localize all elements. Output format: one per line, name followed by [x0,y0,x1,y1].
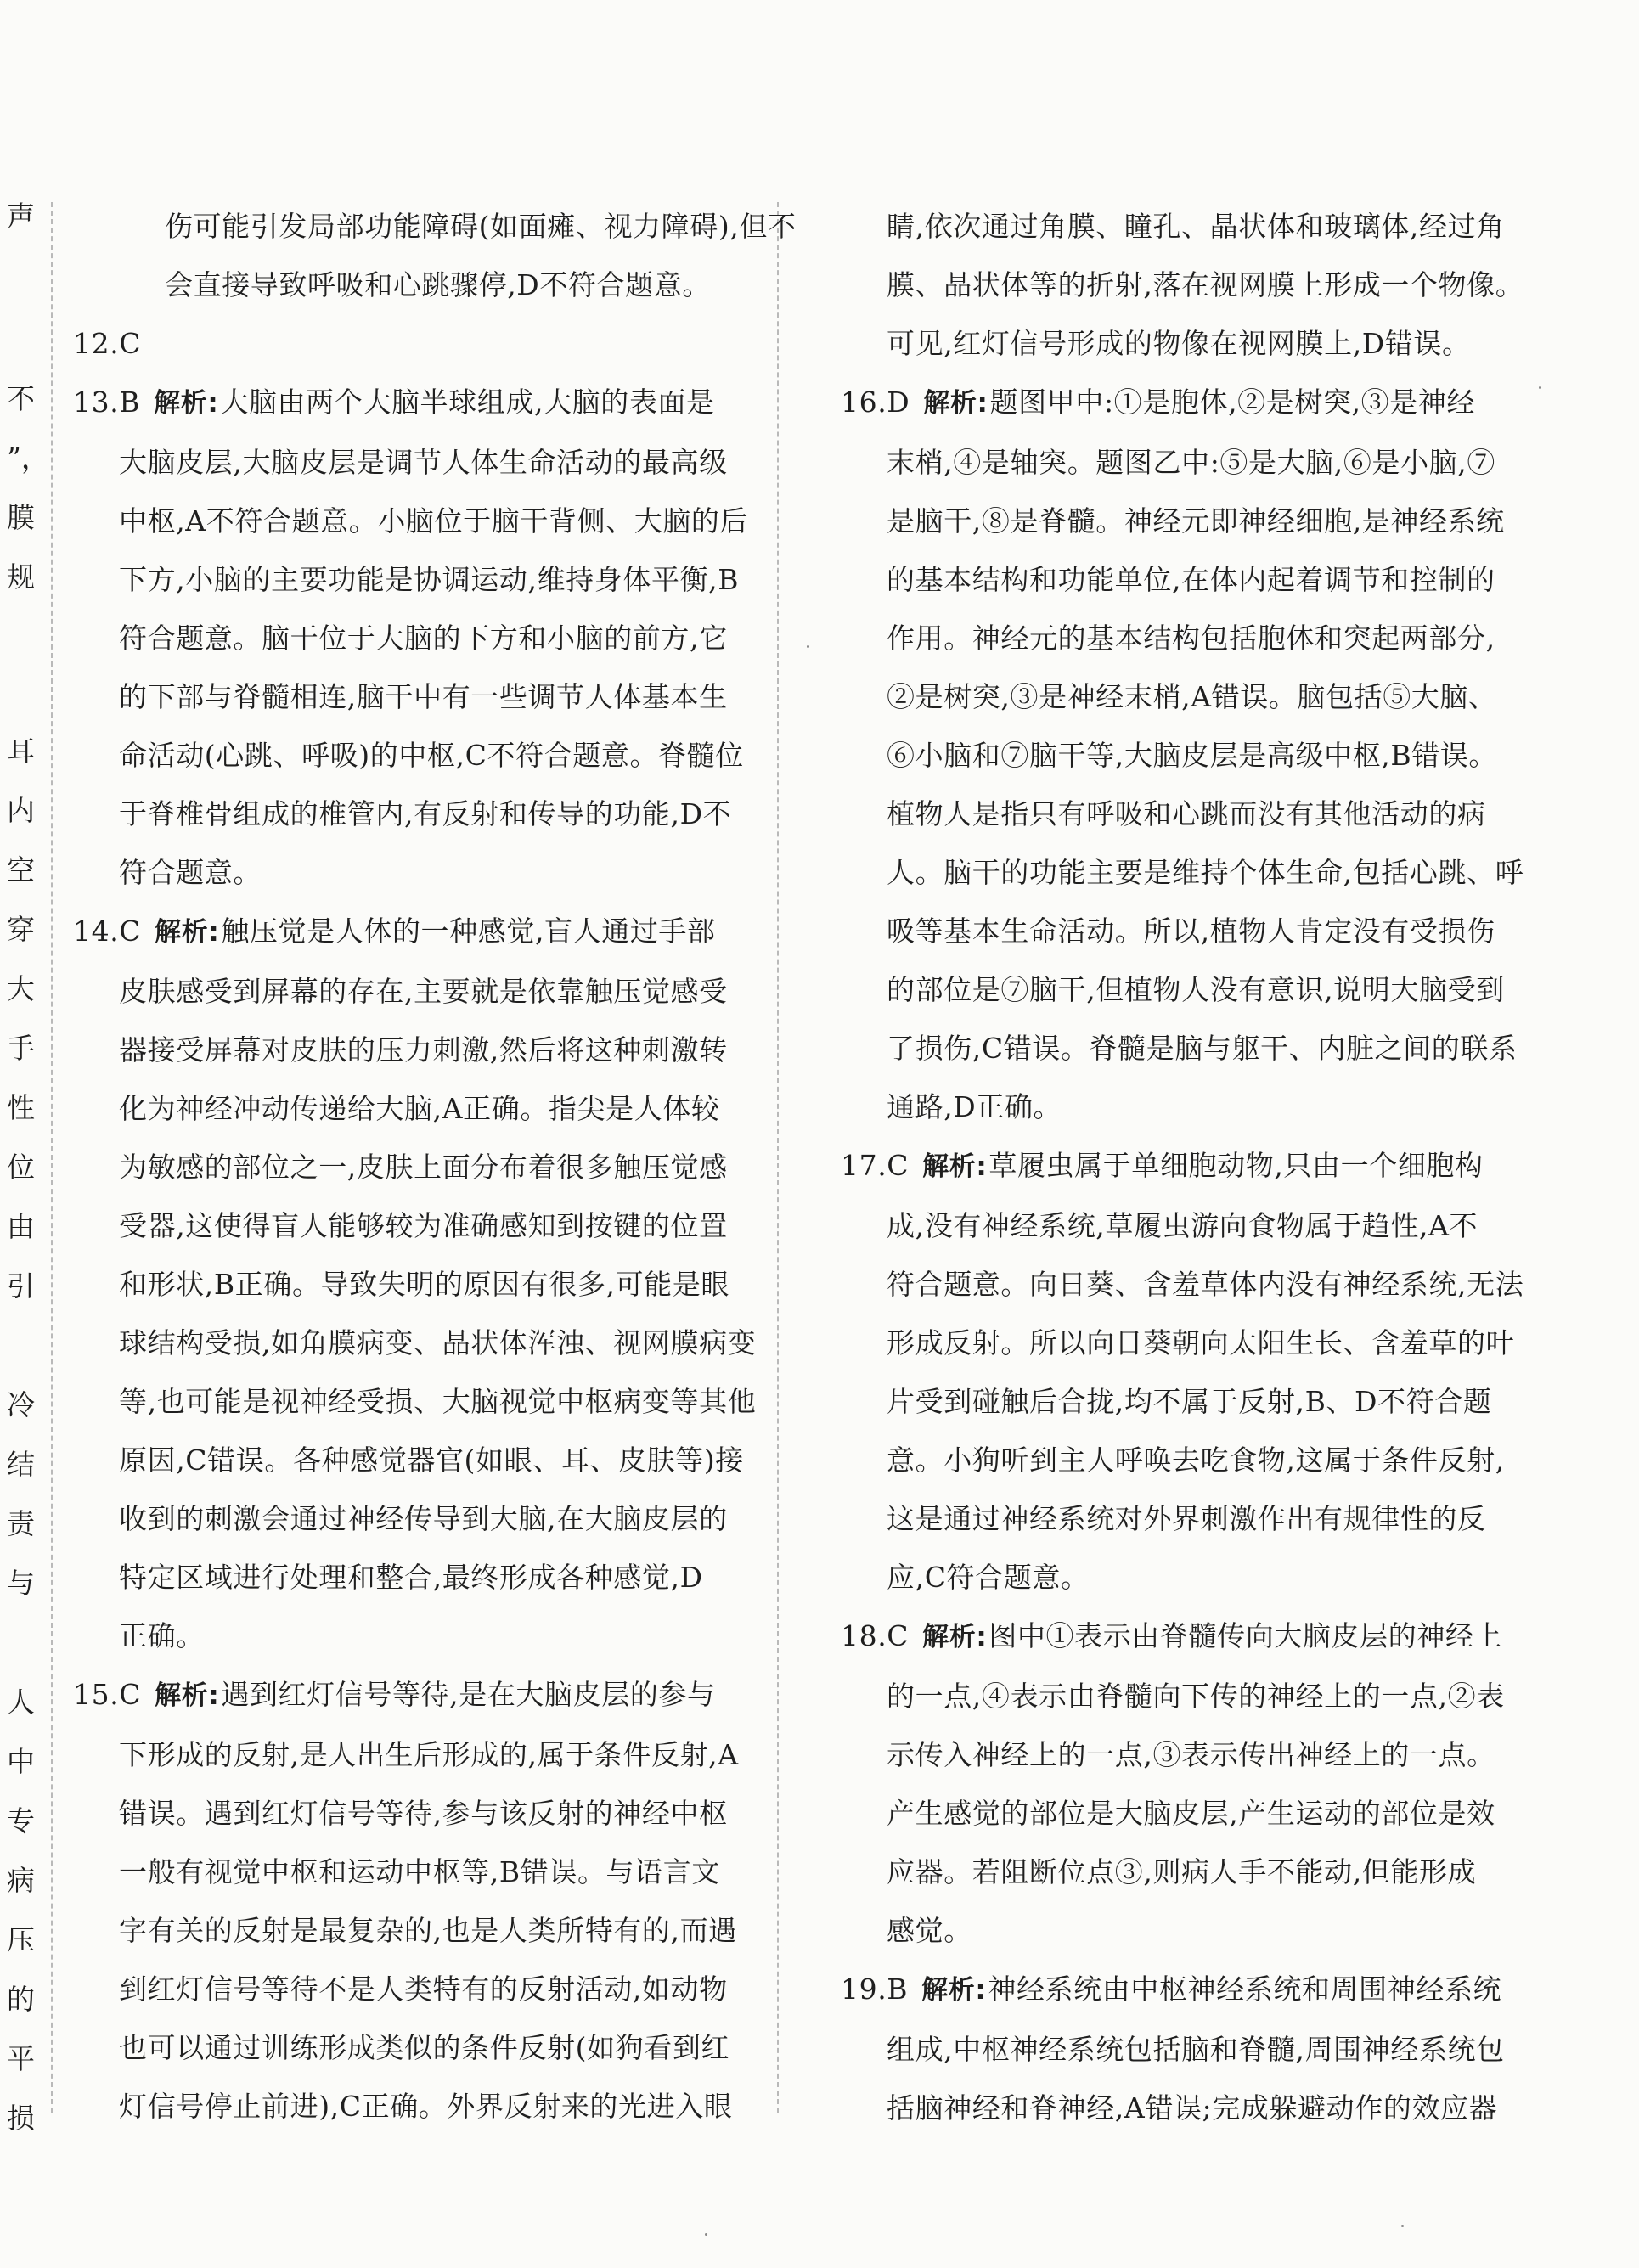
answer-letter: C [887,1619,910,1652]
edge-char: 压 [7,1923,35,1956]
analysis-text: 大脑由两个大脑半球组成,大脑的表面是 [220,386,715,419]
edge-char: 损 [7,2102,35,2135]
edge-char: 与 [7,1567,35,1600]
edge-char: 引 [7,1269,35,1303]
analysis-label: 解析: [155,917,220,948]
answer-letter: D [887,386,910,419]
text-line: 作用。神经元的基本结构包括胞体和突起两部分, [887,622,1495,655]
edge-char: 内 [7,794,35,827]
text-line: 伤可能引发局部功能障碍(如面瘫、视力障碍),但不 [165,210,797,243]
text-line: 了损伤,C错误。脊髓是脑与躯干、内脏之间的联系 [887,1032,1518,1065]
continuation-block-left [73,197,797,314]
text-line [73,373,761,433]
text-line [841,1607,1503,1667]
text-line: 符合题意。向日葵、含羞草体内没有神经系统,无法 [887,1268,1524,1301]
edge-char: 膜 [7,501,35,534]
analysis-label: 解析: [922,1151,988,1182]
text-line: 为敏感的部位之一,皮肤上面分布着很多触压觉感 [119,1151,728,1184]
text-line: 到红灯信号等待不是人类特有的反射活动,如动物 [119,1973,728,2006]
text-line: ②是树突,③是神经末梢,A错误。脑包括⑤大脑、 [887,680,1497,713]
speck [1401,2225,1404,2227]
answer-letter: B [119,386,141,419]
edge-char: 规 [7,560,35,594]
answer-19 [841,1960,1505,2137]
text-line: 是脑干,⑧是脊髓。神经元即神经细胞,是神经系统 [887,504,1505,537]
edge-char: 人 [7,1686,35,1719]
text-line: 成,没有神经系统,草履虫游向食物属于趋性,A不 [887,1209,1478,1242]
answer-18 [841,1607,1505,1960]
speck [1539,386,1541,389]
answer-16 [841,373,1524,1136]
text-line [73,902,761,962]
text-line: 正确。 [119,1619,205,1652]
text-line: 收到的刺激会通过神经传导到大脑,在大脑皮层的 [119,1502,728,1535]
text-line: 的下部与脊髓相连,脑干中有一些调节人体基本生 [119,680,728,713]
analysis-text: 题图甲中:①是胞体,②是树突,③是神经 [989,386,1476,419]
text-line: 皮肤感受到屏幕的存在,主要就是依靠触压觉感受 [119,975,728,1008]
text-line: 植物人是指只有呼吸和心跳而没有其他活动的病 [887,797,1486,830]
text-line: 也可以通过训练形成类似的条件反射(如狗看到红 [119,2031,730,2064]
text-line: 的部位是⑦脑干,但植物人没有意识,说明大脑受到 [887,973,1505,1006]
answer-letter: C [887,1149,910,1182]
center-dashed-divider [777,202,779,2113]
text-line: 一般有视觉中枢和运动中枢等,B错误。与语言文 [119,1855,720,1888]
analysis-label: 解析: [154,388,219,419]
right-column [841,197,1524,2137]
text-line: ⑥小脑和⑦脑干等,大脑皮层是高级中枢,B错误。 [887,739,1498,772]
answer-number: 19. [841,1973,887,2006]
answer-14 [73,902,761,1665]
edge-char: 的 [7,1983,35,2016]
text-line: 人。脑干的功能主要是维持个体生命,包括心跳、呼 [887,856,1524,889]
answer-12 [73,314,761,373]
text-line: 应器。若阻断位点③,则病人手不能动,但能形成 [887,1855,1477,1888]
text-line: 和形状,B正确。导致失明的原因有很多,可能是眼 [119,1268,730,1301]
edge-char: 责 [7,1507,35,1540]
text-line: 特定区域进行处理和整合,最终形成各种感觉,D [119,1561,703,1594]
analysis-text: 草履虫属于单细胞动物,只由一个细胞构 [988,1149,1484,1182]
text-line: 命活动(心跳、呼吸)的中枢,C不符合题意。脊髓位 [119,739,744,772]
text-line: 符合题意。脑干位于大脑的下方和小脑的前方,它 [119,622,728,655]
answer-number: 14. [73,915,120,948]
text-line: 等,也可能是视神经受损、大脑视觉中枢病变等其他 [119,1385,757,1418]
text-line: 器接受屏幕对皮肤的压力刺激,然后将这种刺激转 [119,1033,728,1066]
edge-char: 位 [7,1151,35,1184]
edge-char: 大 [7,972,35,1005]
text-line: 睛,依次通过角膜、瞳孔、晶状体和玻璃体,经过角 [887,210,1505,243]
speck [705,2233,707,2236]
edge-char: 平 [7,2042,35,2075]
text-line: 示传入神经上的一点,③表示传出神经上的一点。 [887,1738,1495,1771]
edge-char: 专 [7,1804,35,1837]
answer-number: 15. [73,1678,120,1711]
text-line: 可见,红灯信号形成的物像在视网膜上,D错误。 [887,327,1471,360]
text-line: 中枢,A不符合题意。小脑位于脑干背侧、大脑的后 [119,504,749,537]
text-line [841,373,1486,433]
text-line: 化为神经冲动传递给大脑,A正确。指尖是人体较 [119,1092,720,1125]
text-line: 会直接导致呼吸和心跳骤停,D不符合题意。 [165,268,711,301]
text-line: 于脊椎骨组成的椎管内,有反射和传导的功能,D不 [119,797,732,830]
text-line: 应,C符合题意。 [887,1561,1090,1594]
analysis-label: 解析: [923,388,988,419]
edge-char: ”， [7,442,49,475]
text-line: 的基本结构和功能单位,在体内起着调节和控制的 [887,563,1495,596]
answer-letter: C [119,1678,142,1711]
text-line: 括脑神经和脊神经,A错误;完成躲避动作的效应器 [887,2091,1498,2124]
text-line: 灯信号停止前进),C正确。外界反射来的光进入眼 [119,2090,733,2123]
answer-letter: B [887,1973,909,2006]
answer-number: 18. [841,1619,887,1652]
edge-char: 空 [7,853,35,886]
text-line: 错误。遇到红灯信号等待,参与该反射的神经中枢 [119,1797,728,1830]
text-line: 的一点,④表示由脊髓向下传的神经上的一点,②表 [887,1680,1505,1713]
text-line: 末梢,④是轴突。题图乙中:⑤是大脑,⑥是小脑,⑦ [887,446,1495,479]
text-line: 字有关的反射是最复杂的,也是人类所特有的,而遇 [119,1914,737,1947]
analysis-label: 解析: [155,1680,220,1711]
answer-17 [841,1136,1524,1607]
text-line: 受器,这使得盲人能够较为准确感知到按键的位置 [119,1209,728,1242]
text-line: 符合题意。 [119,856,262,889]
continuation-block-right [841,197,1524,373]
text-line: 下形成的反射,是人出生后形成的,属于条件反射,A [119,1738,739,1771]
answer-15 [73,1665,761,2136]
analysis-text: 神经系统由中枢神经系统和周围神经系统 [988,1973,1502,2006]
edge-char: 结 [7,1448,35,1481]
text-line: 感觉。 [887,1914,972,1947]
answer-number: 16. [841,386,887,419]
edge-char: 病 [7,1864,35,1897]
text-line: 形成反射。所以向日葵朝向太阳生长、含羞草的叶 [887,1326,1515,1359]
analysis-label: 解析: [921,1975,987,2006]
text-line [73,1665,761,1725]
answer-letter: C [119,915,142,948]
text-line [841,1960,1502,2020]
text-line: 膜、晶状体等的折射,落在视网膜上形成一个物像。 [887,268,1524,301]
text-line: 球结构受损,如角膜病变、晶状体浑浊、视网膜病变 [119,1326,757,1359]
text-line: 原因,C错误。各种感觉器官(如眼、耳、皮肤等)接 [119,1444,744,1477]
answer-letter: C [119,327,142,360]
edge-char: 冷 [7,1388,35,1421]
analysis-text: 图中①表示由脊髓传向大脑皮层的神经上 [988,1619,1503,1652]
analysis-text: 遇到红灯信号等待,是在大脑皮层的参与 [221,1678,716,1711]
edge-char: 声 [7,200,35,233]
edge-char: 中 [7,1745,35,1778]
text-line: 下方,小脑的主要功能是协调运动,维持身体平衡,B [119,563,740,596]
left-column [73,197,797,2136]
text-line: 吸等基本生命活动。所以,植物人肯定没有受损伤 [887,915,1495,948]
answer-13 [73,373,761,902]
answer-number: 17. [841,1149,887,1182]
text-line: 组成,中枢神经系统包括脑和脊髓,周围神经系统包 [887,2033,1505,2066]
speck [807,645,809,648]
text-line: 大脑皮层,大脑皮层是调节人体生命活动的最高级 [119,446,728,479]
edge-char: 穿 [7,913,35,946]
text-line: 意。小狗听到主人呼唤去吃食物,这属于条件反射, [887,1444,1505,1477]
text-line: 产生感觉的部位是大脑皮层,产生运动的部位是效 [887,1797,1495,1830]
text-line: 通路,D正确。 [887,1090,1062,1123]
text-line [841,1136,1486,1196]
answer-number: 13. [73,386,120,419]
left-dashed-divider [51,202,53,2113]
text-line: 片受到碰触后合拢,均不属于反射,B、D不符合题 [887,1385,1492,1418]
edge-char: 由 [7,1210,35,1243]
edge-char: 耳 [7,734,35,768]
text-line: 这是通过神经系统对外界刺激作出有规律性的反 [887,1502,1486,1535]
edge-char: 不 [7,382,35,415]
answer-number: 12. [73,327,120,360]
edge-char: 手 [7,1032,35,1065]
edge-char: 性 [7,1091,35,1124]
analysis-text: 触压觉是人体的一种感觉,盲人通过手部 [221,915,716,948]
analysis-label: 解析: [922,1622,988,1652]
